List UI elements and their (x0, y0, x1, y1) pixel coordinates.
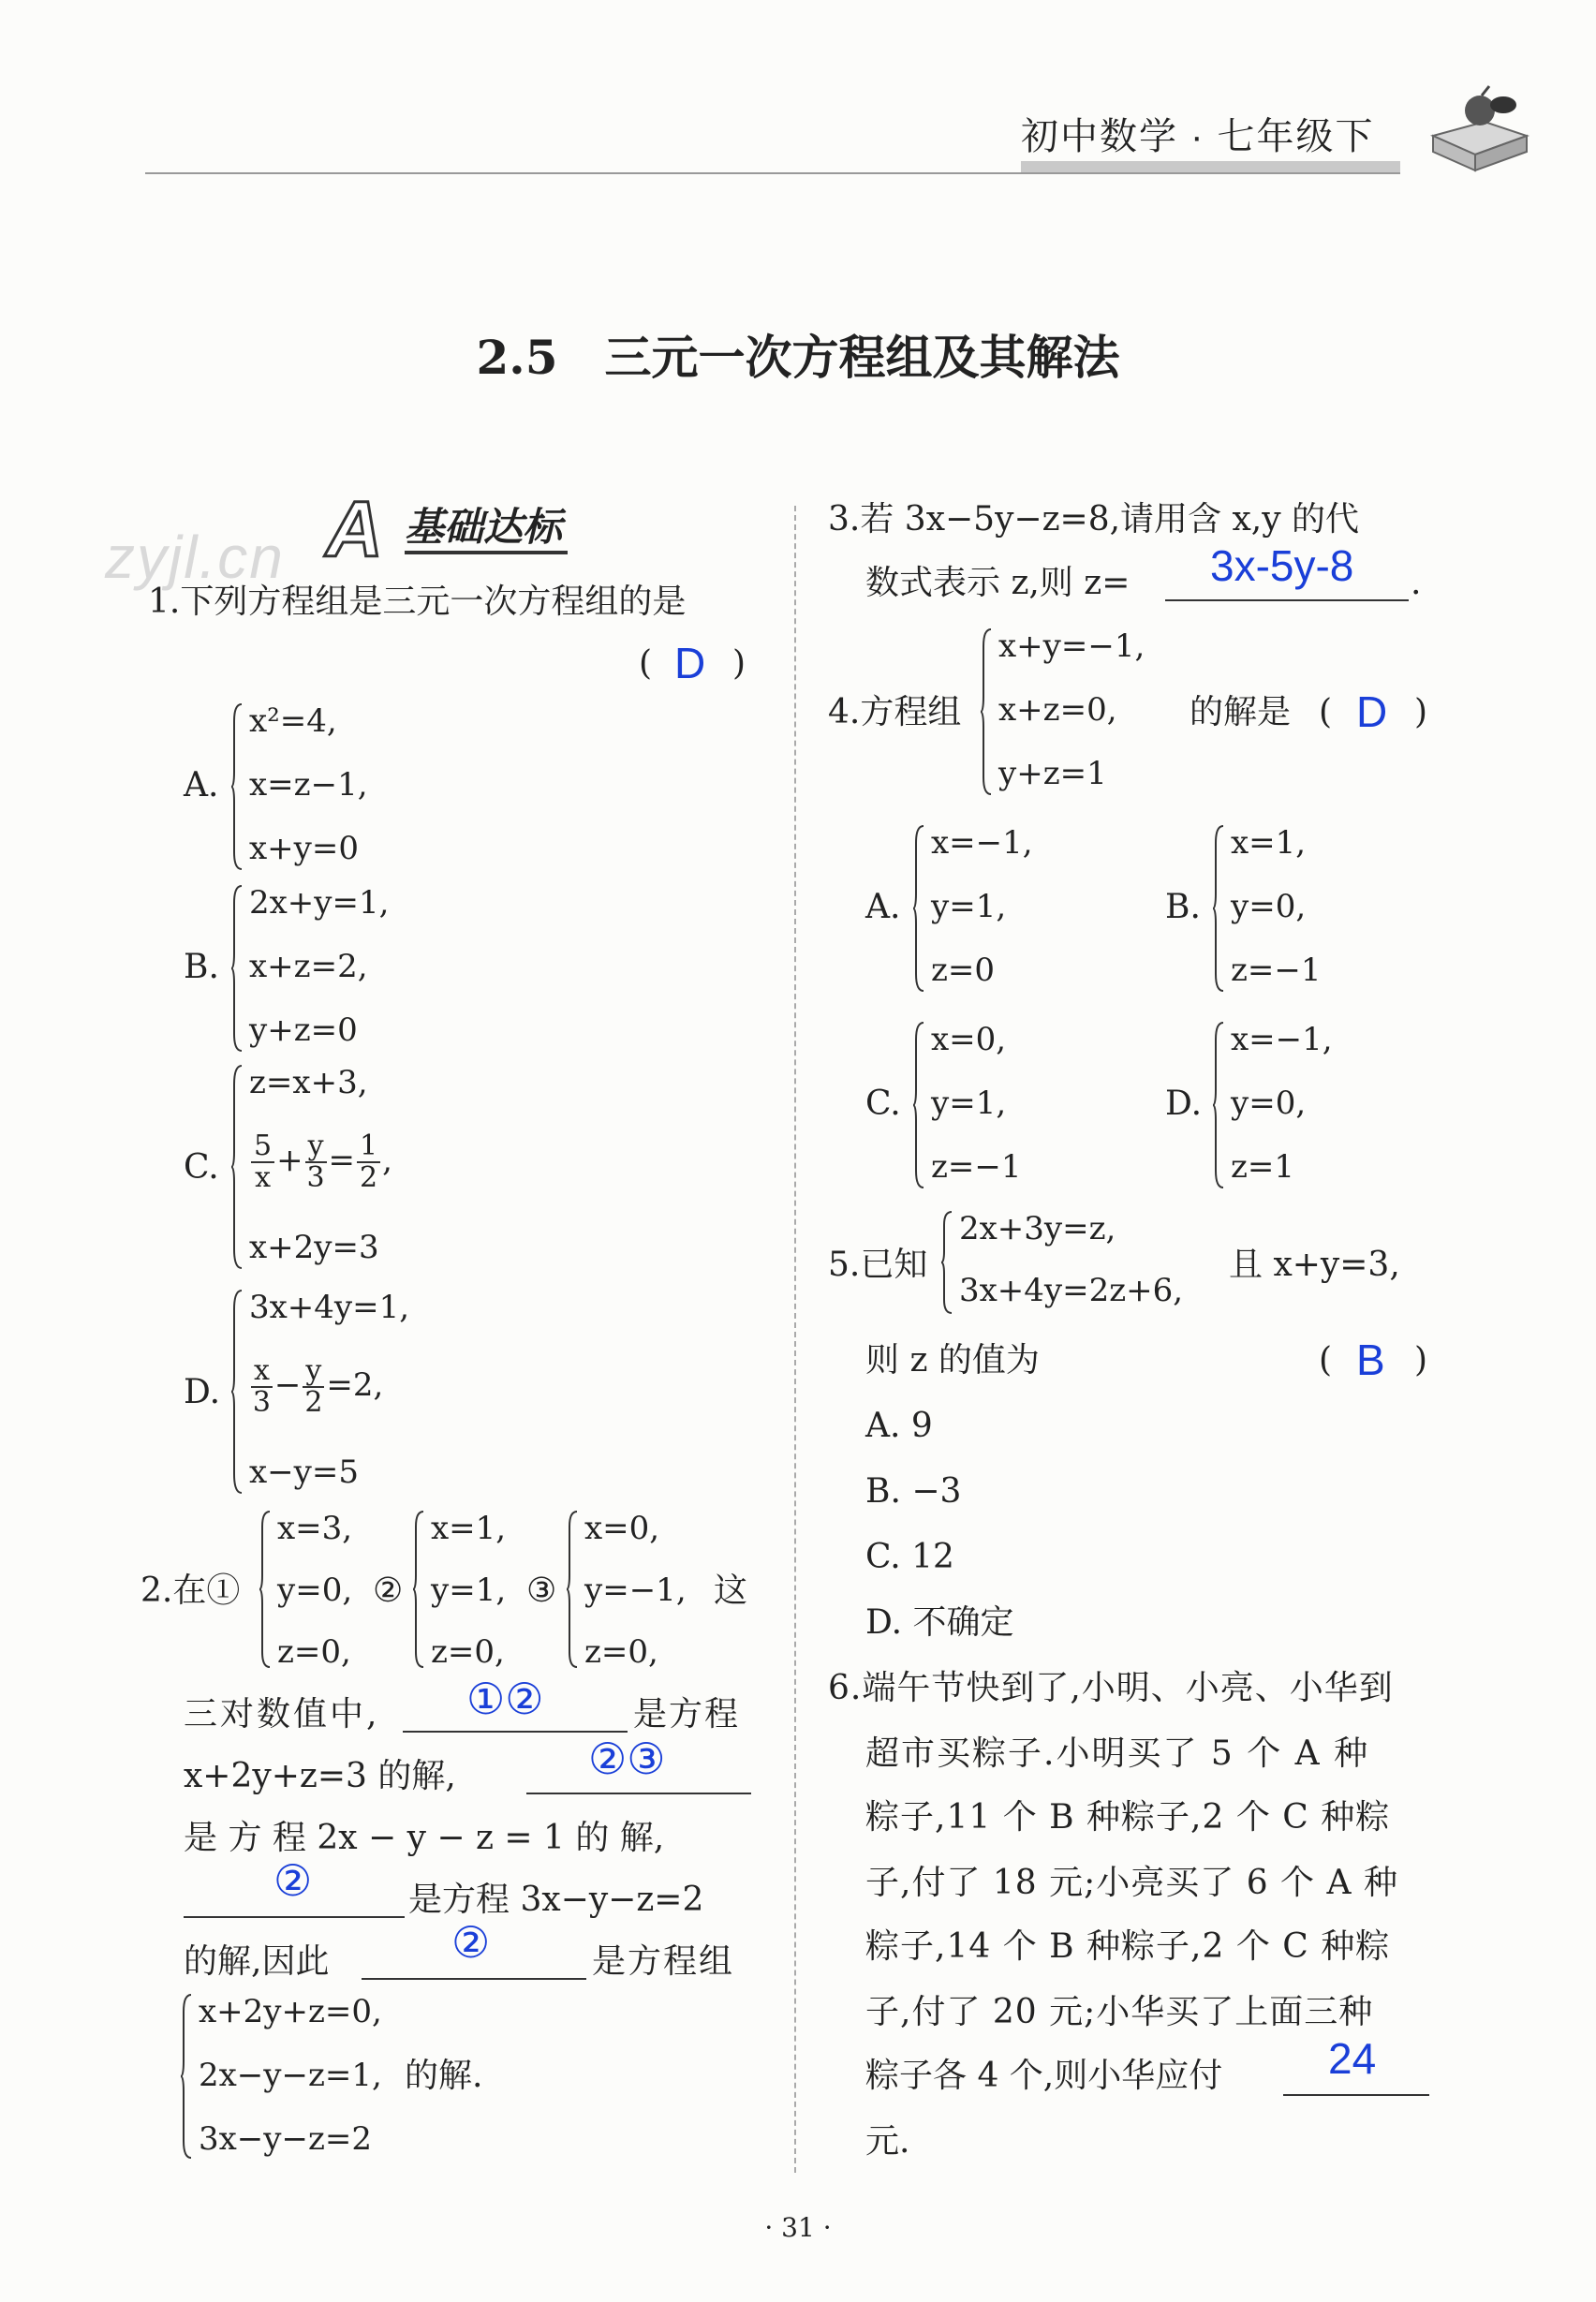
q4-c-row2: y=1, (931, 1085, 1007, 1122)
fraction: $\frac{1}{2}$ (357, 1131, 380, 1193)
q1-option-b-system (230, 884, 436, 1053)
q1-d-row3: x−y=5 (249, 1454, 359, 1491)
q4-b-row2: y=0, (1231, 888, 1307, 925)
book-decoration-icon (1414, 84, 1536, 173)
q5-option-a: A. 9 (865, 1407, 933, 1445)
brace-icon (912, 824, 925, 993)
q4-c-row1: x=0, (931, 1021, 1007, 1058)
q1-option-d-label: D. (184, 1373, 221, 1411)
q2-s2-row2: y=1, (431, 1572, 507, 1609)
q5-option-c: C. 12 (865, 1538, 954, 1576)
q2-blank-4 (362, 1978, 586, 1980)
q5-prefix: 5.已知 (828, 1246, 928, 1284)
q1-a-row2: x=z−1, (249, 766, 368, 804)
q2-prefix: 2.在① (140, 1572, 241, 1610)
q1-b-row1: 2x+y=1, (249, 884, 390, 922)
q2-final-system (180, 1993, 405, 2160)
q1-d-row2: $\frac{x}{3}$ − $\frac{y}{2}$ =2, (252, 1354, 384, 1419)
q4-paren-close: ) (1414, 693, 1428, 731)
q4-system (980, 627, 1186, 796)
column-divider (794, 506, 796, 2173)
q2-s1-row2: y=0, (277, 1572, 353, 1609)
q2-s3-row2: y=−1, (584, 1572, 687, 1609)
q4-option-a-label: A. (865, 888, 901, 926)
q6-line2: 超市买粽子.小明买了 5 个 A 种 (865, 1734, 1370, 1773)
q4-prefix: 4.方程组 (828, 693, 962, 731)
brace-icon (180, 1993, 193, 2160)
q2-answer-1: ①② (466, 1675, 544, 1723)
brace-icon (230, 702, 244, 871)
q4-d-row2: y=0, (1231, 1085, 1307, 1122)
q5-sys-row2: 3x+4y=2z+6, (959, 1272, 1184, 1309)
page-number: · 31 · (764, 2212, 832, 2243)
q3-answer: 3x-5y-8 (1210, 541, 1354, 590)
q4-d-row1: x=−1, (1231, 1021, 1333, 1058)
fraction: $\frac{y}{2}$ (304, 1354, 323, 1419)
q1-paren-close: ) (732, 644, 746, 683)
q6-line3: 粽子,11 个 B 种粽子,2 个 C 种粽 (865, 1798, 1391, 1837)
q2-line2-post: 是方程 (633, 1695, 741, 1734)
q3-blank (1165, 599, 1409, 601)
q2-line4: 是 方 程 2x − y − z = 1 的 解, (184, 1819, 665, 1857)
q6-unit: 元. (865, 2122, 910, 2161)
q1-option-d-system (230, 1289, 474, 1495)
q2-mark-2: ② (373, 1572, 404, 1610)
q2-answer-3: ② (273, 1856, 313, 1905)
q5-paren-open: ( (1319, 1341, 1333, 1380)
q4-sys-row3: y+z=1 (998, 755, 1107, 792)
brace-icon (230, 1289, 244, 1495)
q2-line6-post: 是方程组 (592, 1942, 735, 1981)
q2-s2-row1: x=1, (431, 1510, 507, 1547)
header-title: 初中数学 · 七年级下 (1021, 116, 1375, 157)
brace-icon (230, 1064, 244, 1270)
header-rule-band (1021, 161, 1400, 172)
q4-sys-row1: x+y=−1, (998, 627, 1145, 665)
q1-option-a-system (230, 702, 418, 871)
q1-c-row3: x+2y=3 (249, 1229, 379, 1266)
q2-blank-1 (403, 1731, 628, 1733)
brace-icon (566, 1510, 579, 1669)
q6-answer: 24 (1328, 2034, 1377, 2083)
header-rule (145, 172, 1400, 174)
q4-d-row3: z=1 (1231, 1148, 1295, 1186)
q2-s1-row1: x=3, (277, 1510, 353, 1547)
watermark: zyjl.cn (105, 524, 285, 591)
badge-letter: A (326, 485, 383, 573)
q2-s3-row3: z=0, (584, 1633, 658, 1671)
brace-icon (912, 1021, 925, 1189)
q5-line2: 则 z 的值为 (865, 1341, 1040, 1380)
q2-blank-2 (526, 1793, 751, 1794)
badge-label: 基础达标 (405, 504, 568, 554)
q5-answer: B (1356, 1335, 1385, 1384)
q4-option-d-system (1212, 1021, 1381, 1189)
q3-line2-pre: 数式表示 z,则 z= (865, 564, 1130, 602)
q2-final-tail: 的解. (405, 2057, 483, 2095)
q4-a-row3: z=0 (931, 952, 996, 989)
q1-c-row1: z=x+3, (249, 1064, 368, 1101)
q2-final-row3: 3x−y−z=2 (199, 2120, 373, 2158)
q5-option-b: B. −3 (865, 1472, 962, 1511)
q4-paren-open: ( (1319, 693, 1333, 731)
q1-a-row1: x²=4, (249, 702, 337, 740)
q2-line5-post: 是方程 3x−y−z=2 (408, 1881, 704, 1919)
q5-system (940, 1210, 1240, 1315)
fraction: $\frac{y}{3}$ (306, 1129, 325, 1194)
q2-blank-3 (184, 1916, 405, 1918)
q4-option-c-label: C. (865, 1085, 901, 1123)
q1-c-row2: $\frac{5}{x}$ + $\frac{y}{3}$ = $\frac{1}{2}$ , (249, 1131, 392, 1193)
q2-system-3 (566, 1510, 725, 1669)
q5-sys-row1: 2x+3y=z, (959, 1210, 1116, 1247)
q1-option-c-label: C. (184, 1148, 219, 1187)
q2-line6-pre: 的解,因此 (184, 1942, 330, 1981)
fraction: $\frac{x}{3}$ (252, 1354, 271, 1419)
fraction: $\frac{5}{x}$ (251, 1131, 274, 1193)
q2-answer-4: ② (451, 1918, 491, 1967)
q4-b-row1: x=1, (1231, 824, 1307, 862)
q4-option-b-label: B. (1165, 888, 1201, 926)
q4-option-b-system (1212, 824, 1381, 993)
q6-line4: 子,付了 18 元;小亮买了 6 个 A 种 (865, 1864, 1398, 1902)
q2-suffix: 这 (714, 1572, 748, 1610)
q4-option-a-system (912, 824, 1081, 993)
q1-option-c-system (230, 1064, 474, 1270)
brace-icon (230, 884, 244, 1053)
q2-mark-3: ③ (526, 1572, 557, 1610)
brace-icon (412, 1510, 425, 1669)
q6-blank (1283, 2094, 1429, 2096)
q4-sys-row2: x+z=0, (998, 691, 1117, 729)
q1-a-row3: x+y=0 (249, 830, 359, 867)
q4-option-d-label: D. (1165, 1085, 1203, 1123)
q2-final-row2: 2x−y−z=1, (199, 2057, 382, 2094)
q2-answer-2: ②③ (588, 1734, 666, 1783)
q5-paren-close: ) (1414, 1341, 1428, 1380)
q3-line1: 3.若 3x−5y−z=8,请用含 x,y 的代 (828, 500, 1360, 539)
brace-icon (940, 1210, 953, 1315)
q4-a-row1: x=−1, (931, 824, 1033, 862)
q2-line3-pre: x+2y+z=3 的解, (184, 1757, 456, 1795)
brace-icon (1212, 1021, 1225, 1189)
q5-option-d: D. 不确定 (865, 1603, 1014, 1642)
q4-a-row2: y=1, (931, 888, 1007, 925)
brace-icon (259, 1510, 272, 1669)
q1-d-row1: 3x+4y=1, (249, 1289, 410, 1326)
q5-condition: 且 x+y=3, (1229, 1246, 1400, 1284)
q4-c-row3: z=−1 (931, 1148, 1022, 1186)
q1-b-row2: x+z=2, (249, 948, 368, 985)
q2-s2-row3: z=0, (431, 1633, 505, 1671)
q1-paren-open: ( (639, 644, 653, 683)
q6-line5: 粽子,14 个 B 种粽子,2 个 C 种粽 (865, 1927, 1391, 1966)
q4-option-c-system (912, 1021, 1081, 1189)
q2-s1-row3: z=0, (277, 1633, 351, 1671)
q3-line2-end: . (1411, 564, 1422, 602)
q1-option-a-label: A. (184, 766, 219, 804)
q2-s3-row1: x=0, (584, 1510, 660, 1547)
q1-option-b-label: B. (184, 948, 219, 986)
q1-answer: D (674, 639, 706, 687)
q4-suffix: 的解是 (1190, 693, 1292, 731)
q4-b-row3: z=−1 (1231, 952, 1322, 989)
q2-final-row1: x+2y+z=0, (199, 1993, 382, 2030)
q6-line1: 6.端午节快到了,小明、小亮、小华到 (828, 1669, 1394, 1707)
q4-answer: D (1356, 687, 1388, 736)
q2-line2-pre: 三对数值中, (184, 1695, 380, 1734)
q1-stem: 1.下列方程组是三元一次方程组的是 (148, 583, 687, 621)
section-title: 2.5 三元一次方程组及其解法 (476, 330, 1120, 385)
q1-b-row3: y+z=0 (249, 1011, 358, 1049)
q6-line6: 子,付了 20 元;小华买了上面三种 (865, 1993, 1374, 2031)
q6-last-pre: 粽子各 4 个,则小华应付 (865, 2057, 1223, 2095)
brace-icon (980, 627, 993, 796)
brace-icon (1212, 824, 1225, 993)
